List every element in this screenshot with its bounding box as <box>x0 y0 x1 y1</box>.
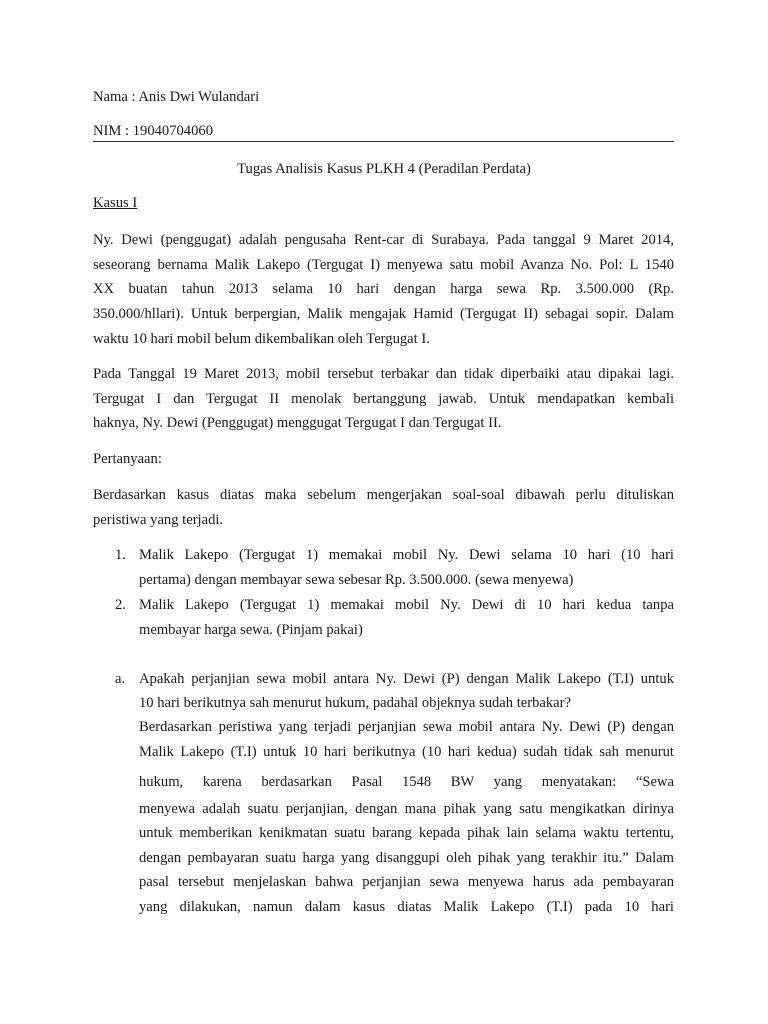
answer-line: yang dilakukan, namun dalam kasus diatas Malik Lakepo (T.I) pada 10 hari <box>139 899 674 915</box>
list-marker: 1. <box>115 547 126 563</box>
list-item-line: pertama) dengan membayar sewa sebesar Rp. 3.500.000. (sewa menyewa) <box>139 572 574 588</box>
paragraph2-line: Tergugat I dan Tergugat II menolak bertanggung jawab. Untuk mendapatkan kembali <box>93 391 674 407</box>
paragraph1-line: seseorang bernama Malik Lakepo (Tergugat I) menyewa satu mobil Avanza No. Pol: L 1540 <box>93 257 674 273</box>
question-line: Apakah perjanjian sewa mobil antara Ny. Dewi (P) dengan Malik Lakepo (T.I) untuk <box>139 671 674 687</box>
list-item-line: Malik Lakepo (Tergugat 1) memakai mobil Ny. Dewi selama 10 hari (10 hari <box>139 547 674 563</box>
paragraph1-line: 350.000/hllari). Untuk berpergian, Malik mengajak Hamid (Tergugat II) sebagai sopir. Dalam <box>93 306 674 322</box>
answer-line: Malik Lakepo (T.I) untuk 10 hari berikutnya (10 hari kedua) sudah tidak sah menurut <box>139 744 674 760</box>
answer-line: Berdasarkan peristiwa yang terjadi perjanjian sewa mobil antara Ny. Dewi (P) dengan <box>139 719 674 735</box>
paragraph1-line: Ny. Dewi (penggugat) adalah pengusaha Rent-car di Surabaya. Pada tanggal 9 Maret 2014, <box>93 232 674 248</box>
paragraph1-line: XX buatan tahun 2013 selama 10 hari dengan harga sewa Rp. 3.500.000 (Rp. <box>93 281 674 297</box>
student-id: NIM : 19040704060 <box>93 123 213 139</box>
header-divider <box>93 141 674 142</box>
question-line: 10 hari berikutnya sah menurut hukum, padahal objeknya sudah terbakar? <box>139 695 571 711</box>
question-label: Pertanyaan: <box>93 451 162 467</box>
question-marker: a. <box>115 671 126 687</box>
answer-line: menyewa adalah suatu perjanjian, dengan mana pihak yang satu mengikatkan dirinya <box>139 801 674 817</box>
intro-line: peristiwa yang terjadi. <box>93 512 224 528</box>
answer-line: hukum, karena berdasarkan Pasal 1548 BW yang menyatakan: “Sewa <box>139 774 674 790</box>
document-title: Tugas Analisis Kasus PLKH 4 (Peradilan Perdata) <box>237 161 531 177</box>
paragraph1-line: waktu 10 hari mobil belum dikembalikan oleh Tergugat I. <box>93 331 430 347</box>
list-item-line: membayar harga sewa. (Pinjam pakai) <box>139 622 363 638</box>
paragraph2-line: Pada Tanggal 19 Maret 2013, mobil tersebut terbakar dan tidak diperbaiki atau dipakai lagi. <box>93 366 674 382</box>
student-name: Nama : Anis Dwi Wulandari <box>93 89 260 105</box>
paragraph2-line: haknya, Ny. Dewi (Penggugat) menggugat Tergugat I dan Tergugat II. <box>93 415 502 431</box>
intro-line: Berdasarkan kasus diatas maka sebelum mengerjakan soal-soal dibawah perlu dituliskan <box>93 487 674 503</box>
list-item-line: Malik Lakepo (Tergugat 1) memakai mobil Ny. Dewi di 10 hari kedua tanpa <box>139 597 674 613</box>
list-marker: 2. <box>115 597 126 613</box>
answer-line: dengan pembayaran suatu harga yang disanggupi oleh pihak yang terakhir itu.” Dalam <box>139 850 674 866</box>
case-heading: Kasus I <box>93 195 138 211</box>
answer-line: pasal tersebut menjelaskan bahwa perjanjian sewa menyewa harus ada pembayaran <box>139 874 674 890</box>
answer-line: untuk memberikan kenikmatan suatu barang kepada pihak lain selama waktu tertentu, <box>139 825 674 841</box>
